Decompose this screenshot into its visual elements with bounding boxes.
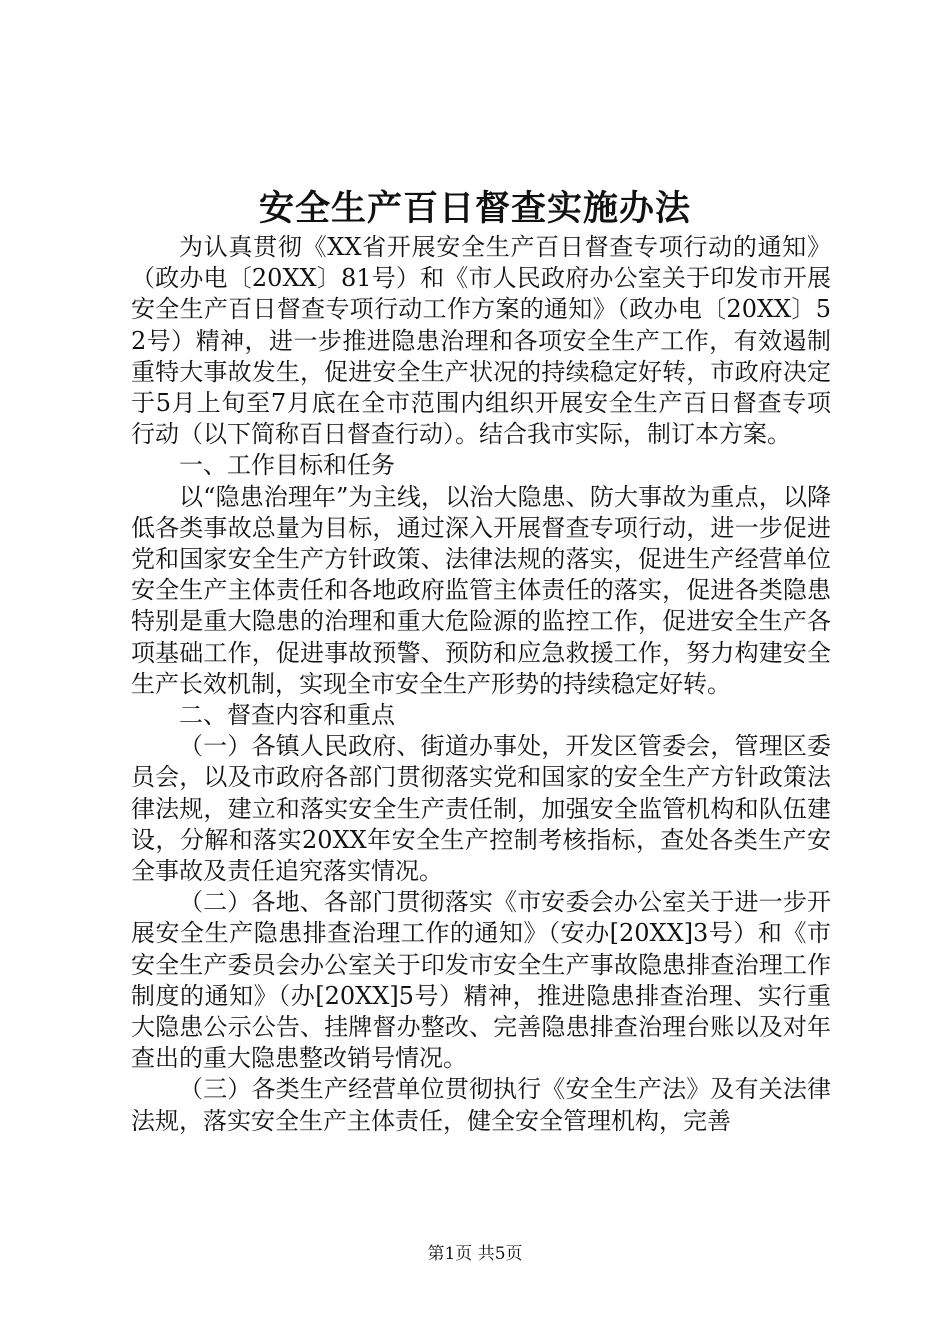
item-2-paragraph: （二）各地、各部门贯彻落实《市安委会办公室关于进一步开展安全生产隐患排查治理工作的通知》（安办[20XX]3号）和《市安全生产委员会办公室关于印发市安全生产事故隐患排查治理工作制度的通知》（办[20XX]5号）精神，推进隐患排查治理、实行重大隐患公示公告、挂牌督办整改、完善隐患排查治理台账以及对年查出的重大隐患整改销号情况。 bbox=[131, 888, 831, 1073]
document-body bbox=[131, 232, 831, 1137]
section-1-paragraph: 以“隐患治理年”为主线，以治大隐患、防大事故为重点，以降低各类事故总量为目标，通过深入开展督查专项行动，进一步促进党和国家安全生产方针政策、法律法规的落实，促进生产经营单位安全生产主体责任和各地政府监管主体责任的落实，促进各类隐患特别是重大隐患的治理和重大危险源的监控工作，促进安全生产各项基础工作，促进事故预警、预防和应急救援工作，努力构建安全生产长效机制，实现全市安全生产形势的持续稳定好转。 bbox=[131, 482, 831, 698]
section-heading-2: 二、督查内容和重点 bbox=[179, 701, 395, 730]
intro-paragraph: 为认真贯彻《XX省开展安全生产百日督查专项行动的通知》（政办电〔20XX〕81号）和《市人民政府办公室关于印发市开展安全生产百日督查专项行动工作方案的通知》（政办电〔20XX〕52号）精神，进一步推进隐患治理和各项安全生产工作，有效遏制重特大事故发生，促进安全生产状况的持续稳定好转，市政府决定于5月上旬至7月底在全市范围内组织开展安全生产百日督查专项行动（以下简称百日督查行动）。结合我市实际，制订本方案。 bbox=[131, 233, 831, 449]
section-heading-1: 一、工作目标和任务 bbox=[179, 451, 395, 480]
item-3-paragraph: （三）各类生产经营单位贯彻执行《安全生产法》及有关法律法规，落实安全生产主体责任，健全安全管理机构，完善 bbox=[131, 1075, 831, 1135]
item-1-paragraph: （一）各镇人民政府、街道办事处，开发区管委会，管理区委员会，以及市政府各部门贯彻落实党和国家的安全生产方针政策法律法规，建立和落实安全生产责任制，加强安全监管机构和队伍建设，分解和落实20XX年安全生产控制考核指标，查处各类生产安全事故及责任追究落实情况。 bbox=[131, 732, 831, 886]
document-title: 安全生产百日督查实施办法 bbox=[258, 188, 691, 229]
page-number-footer: 第1页 共5页 bbox=[427, 1244, 523, 1264]
